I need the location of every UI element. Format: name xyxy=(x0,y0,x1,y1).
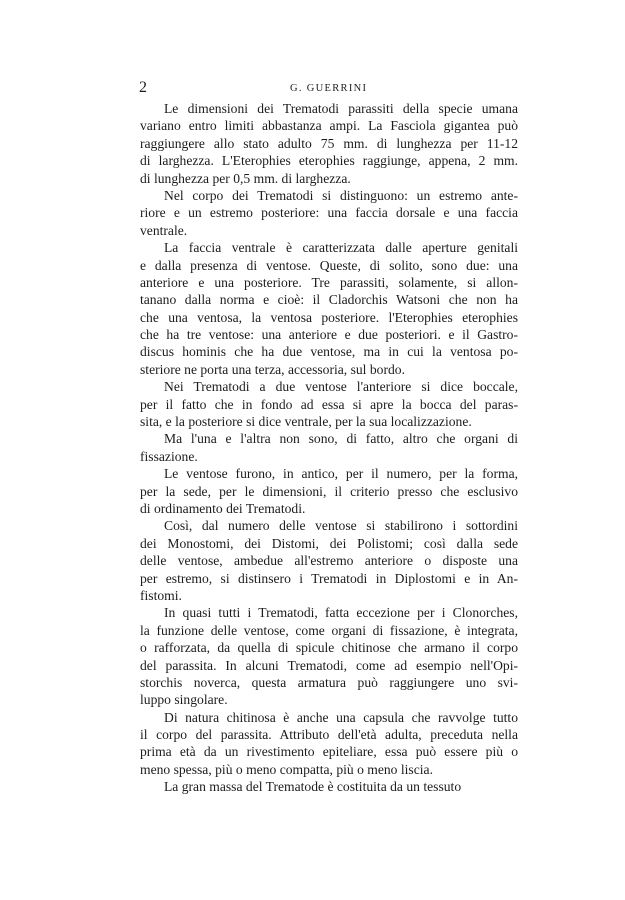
page-number: 2 xyxy=(139,79,147,96)
text-line: La gran massa del Trematode è costituita da un tessuto xyxy=(164,779,462,795)
text-line: la funzione delle ventose, come organi di fissazione, è integrata, xyxy=(140,622,518,638)
text-line: steriore ne porta una terza, accessoria, sul bordo. xyxy=(140,361,405,377)
text-line: o rafforzata, da quella di spicule chitinose che armano il corpo xyxy=(140,640,518,656)
paragraph xyxy=(140,778,518,795)
text-line: tanano dalla norma e cioè: il Cladorchis Watsoni che non ha xyxy=(140,292,518,308)
paragraph xyxy=(140,517,518,604)
text-line: Ma l'una e l'altra non sono, di fatto, altro che organi di xyxy=(164,431,518,447)
text-line: anteriore e una posteriore. Tre parassiti, solamente, si allon- xyxy=(140,274,518,290)
text-line: che una ventosa, la ventosa posteriore. l'Eterophies eterophies xyxy=(140,309,518,325)
text-line: Le ventose furono, in antico, per il numero, per la forma, xyxy=(164,466,518,482)
text-line: dei Monostomi, dei Distomi, dei Polistomi; così dalla sede xyxy=(140,535,518,551)
paragraph xyxy=(140,239,518,378)
paragraph xyxy=(140,187,518,239)
paragraph xyxy=(140,604,518,708)
text-line: discus hominis che ha due ventose, ma in cui la ventosa po- xyxy=(140,344,518,360)
text-line: La faccia ventrale è caratterizzata dalle aperture genitali xyxy=(164,240,518,256)
text-line: per la sede, per le dimensioni, il criterio presso che esclusivo xyxy=(140,483,518,499)
text-line: per estremo, si distinsero i Trematodi in Diplostomi e in An- xyxy=(140,570,518,586)
text-line: variano entro limiti abbastanza ampi. La Fasciola gigantea può xyxy=(140,118,518,134)
paragraph xyxy=(140,430,518,465)
text-line: ventrale. xyxy=(140,222,188,238)
text-line: storchis noverca, questa armatura può raggiungere uno svi- xyxy=(140,674,518,690)
text-line: Di natura chitinosa è anche una capsula che ravvolge tutto xyxy=(164,709,518,725)
text-line: Nei Trematodi a due ventose l'anteriore si dice boccale, xyxy=(164,379,518,395)
text-line: il corpo del parassita. Attributo dell'età adulta, preceduta nella xyxy=(140,727,518,743)
body-text xyxy=(140,100,518,796)
text-line: meno spessa, più o meno compatta, più o meno liscia. xyxy=(140,761,433,777)
text-line: per il fatto che in fondo ad essa si apre la bocca del paras- xyxy=(140,396,518,412)
text-line: delle ventose, ambedue all'estremo anteriore o disposte una xyxy=(140,553,518,569)
paragraph xyxy=(140,465,518,517)
text-line: di lunghezza per 0,5 mm. di larghezza. xyxy=(140,170,351,186)
text-line: In quasi tutti i Trematodi, fatta eccezione per i Clonorches, xyxy=(164,605,518,621)
text-line: che ha tre ventose: una anteriore e due posteriori. e il Gastro- xyxy=(140,327,518,343)
text-line: sita, e la posteriore si dice ventrale, per la sua localizzazione. xyxy=(140,414,472,430)
running-head: G. GUERRINI xyxy=(290,83,368,94)
text-line: Nel corpo dei Trematodi si distinguono: un estremo ante- xyxy=(164,187,518,203)
text-line: luppo singolare. xyxy=(140,692,228,708)
text-line: Così, dal numero delle ventose si stabilirono i sottordini xyxy=(164,518,518,534)
text-line: fistomi. xyxy=(140,587,182,603)
text-line: fissazione. xyxy=(140,448,198,464)
text-line: e dalla presenza di ventose. Queste, di solito, sono due: una xyxy=(140,257,518,273)
text-line: di larghezza. L'Eterophies eterophies raggiunge, appena, 2 mm. xyxy=(140,153,518,169)
text-line: Le dimensioni dei Trematodi parassiti della specie umana xyxy=(164,101,518,116)
paragraph xyxy=(140,709,518,779)
paragraph xyxy=(140,378,518,430)
text-line: prima età da un rivestimento epiteliare, essa può essere più o xyxy=(140,744,518,760)
text-line: del parassita. In alcuni Trematodi, come ad esempio nell'Opi- xyxy=(140,657,518,673)
text-line: di ordinamento dei Trematodi. xyxy=(140,500,306,516)
paragraph xyxy=(140,100,518,187)
text-line: raggiungere allo stato adulto 75 mm. di lunghezza per 11-12 xyxy=(140,135,518,151)
text-line: riore e un estremo posteriore: una faccia dorsale e una faccia xyxy=(140,205,518,221)
